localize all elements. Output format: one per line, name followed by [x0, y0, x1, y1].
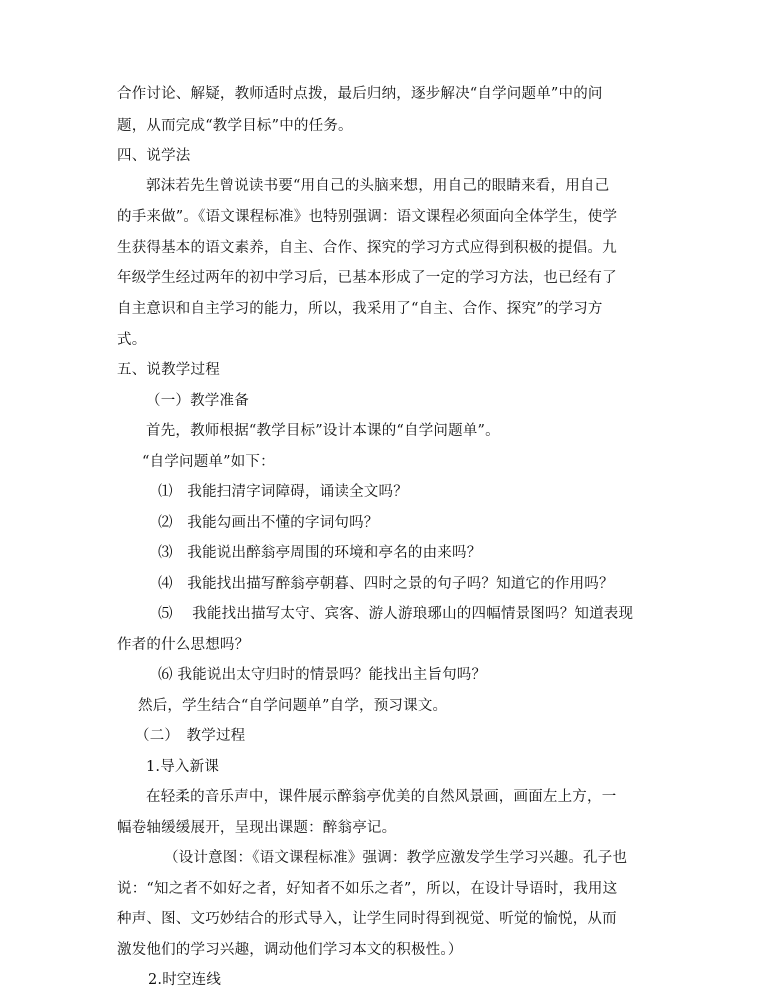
text-line: 然后，学生结合“自学问题单”自学，预习课文。 — [138, 698, 448, 714]
text-line: 合作讨论、解疑，教师适时点拨，最后归纳，逐步解决“自学问题单”中的问 — [117, 86, 603, 102]
text-line: 题，从而完成“教学目标”中的任务。 — [117, 118, 353, 134]
list-item: ⑸ 我能找出描写太守、宾客、游人游琅琊山的四幅情景图吗？知道表现 — [158, 606, 634, 622]
text-line: 自主意识和自主学习的能力，所以，我采用了“自主、合作、探究”的学习方 — [117, 301, 603, 317]
text-line: 说：“知之者不如好之者，好知者不如乐之者”，所以，在设计导语时，我用这 — [117, 881, 618, 897]
list-item: ⑶ 我能说出醉翁亭周围的环境和亭名的由来吗？ — [158, 545, 482, 561]
text-line: 郭沫若先生曾说读书要“用自己的头脑来想，用自己的眼睛来看，用自己 — [146, 178, 610, 194]
section-heading: 五、说教学过程 — [117, 362, 220, 378]
text-line: 的手来做”。《语文课程标准》也特别强调：语文课程必须面向全体学生，使学 — [117, 209, 618, 225]
subsection-heading: （一）教学准备 — [146, 393, 249, 409]
list-item: ⑹ 我能说出太守归时的情景吗？能找出主旨句吗？ — [158, 667, 487, 683]
step-heading: 1.导入新课 — [146, 759, 220, 775]
text-line: 式。 — [117, 332, 147, 348]
text-line: 激发他们的学习兴趣，调动他们学习本文的积极性。） — [117, 942, 463, 958]
list-item-continuation: 作者的什么思想吗？ — [117, 637, 250, 653]
text-line: “自学问题单”如下： — [142, 454, 275, 470]
text-line: 在轻柔的音乐声中，课件展示醉翁亭优美的自然风景画，画面左上方，一 — [146, 789, 617, 805]
text-line: 首先，教师根据“教学目标”设计本课的“自学问题单”。 — [146, 423, 500, 439]
text-line: 幅卷轴缓缓展开，呈现出课题：醉翁亭记。 — [117, 820, 397, 836]
list-item: ⑷ 我能找出描写醉翁亭朝暮、四时之景的句子吗？知道它的作用吗？ — [158, 576, 614, 592]
text-line: 年级学生经过两年的初中学习后，已基本形成了一定的学习方法，也已经有了 — [117, 270, 617, 286]
text-line: （设计意图：《语文课程标准》强调：教学应激发学生学习兴趣。孔子也 — [164, 850, 628, 866]
text-line: 种声、图、文巧妙结合的形式导入，让学生同时得到视觉、听觉的愉悦，从而 — [117, 911, 617, 927]
section-heading: 四、说学法 — [117, 148, 191, 164]
list-item: ⑴ 我能扫清字词障碍，诵读全文吗？ — [158, 484, 408, 500]
subsection-heading: （二） 教学过程 — [135, 728, 246, 744]
step-heading: 2.时空连线 — [148, 972, 222, 988]
text-line: 生获得基本的语文素养，自主、合作、探究的学习方式应得到积极的提倡。九 — [117, 240, 617, 256]
list-item: ⑵ 我能勾画出不懂的字词句吗？ — [158, 515, 379, 531]
